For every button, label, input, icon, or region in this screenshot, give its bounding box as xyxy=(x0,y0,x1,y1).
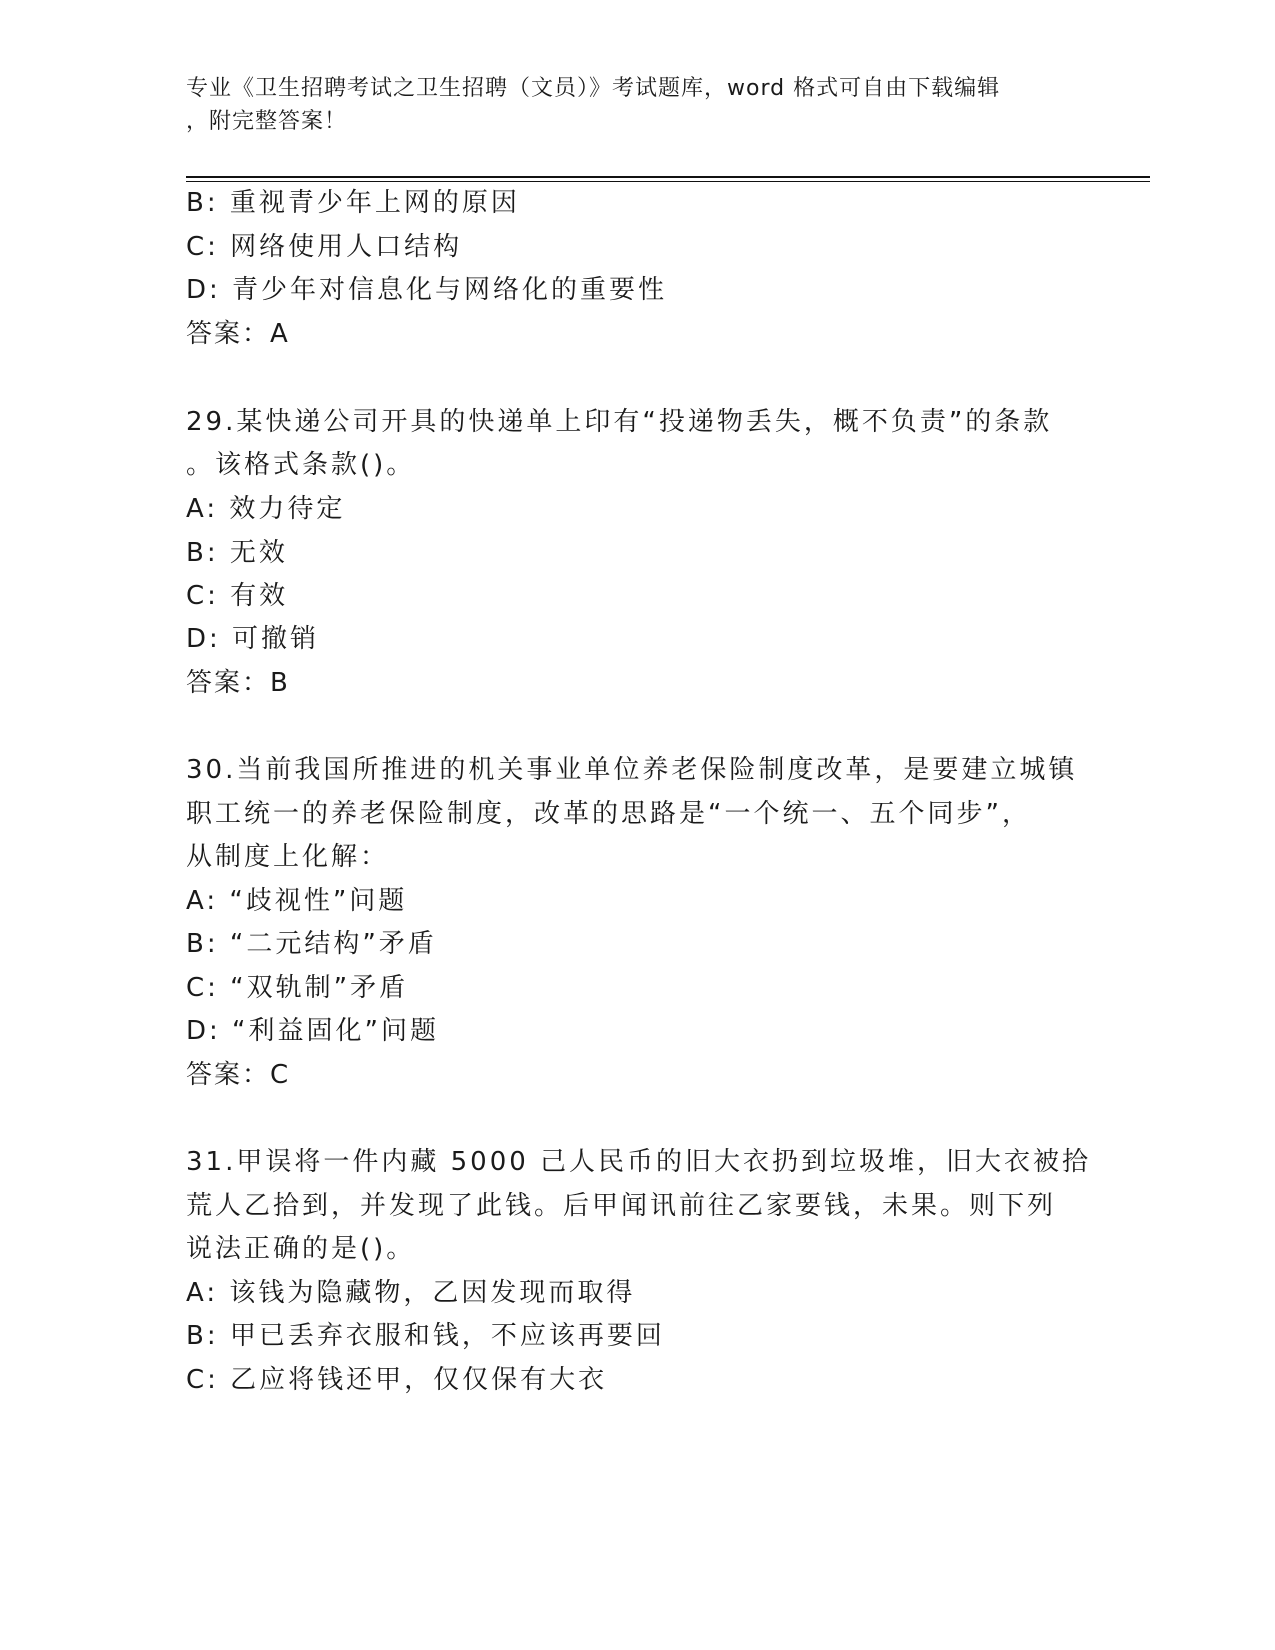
q29-answer: 答案：B xyxy=(186,668,290,698)
q30-stem-line-3: 从制度上化解： xyxy=(186,842,390,872)
q29-option-c: C: 有效 xyxy=(186,581,289,611)
header-line-1: 专业《卫生招聘考试之卫生招聘（文员）》考试题库，word 格式可自由下载编辑 xyxy=(186,76,1001,101)
q28-answer: 答案：A xyxy=(186,319,290,349)
q30-stem-line-2: 职工统一的养老保险制度，改革的思路是“一个统一、五个同步”， xyxy=(186,799,1031,829)
q31-stem-line-1: 31.甲误将一件内藏 5000 己人民币的旧大衣扔到垃圾堆，旧大衣被拾 xyxy=(186,1147,1092,1177)
document-header xyxy=(186,72,1066,138)
q31-option-a: A: 该钱为隐藏物，乙因发现而取得 xyxy=(186,1278,636,1308)
header-rule-thin xyxy=(186,181,1150,182)
q30-option-c: C: “双轨制”矛盾 xyxy=(186,973,409,1003)
q30-answer: 答案：C xyxy=(186,1060,291,1090)
q31-option-b: B: 甲已丢弃衣服和钱，不应该再要回 xyxy=(186,1321,665,1351)
q28-option-b: B: 重视青少年上网的原因 xyxy=(186,188,520,218)
q30-stem-line-1: 30.当前我国所推进的机关事业单位养老保险制度改革，是要建立城镇 xyxy=(186,755,1078,785)
q30-option-a: A: “歧视性”问题 xyxy=(186,886,408,916)
q30-option-d: D: “利益固化”问题 xyxy=(186,1016,439,1046)
q31-option-c: C: 乙应将钱还甲，仅仅保有大衣 xyxy=(186,1365,608,1395)
q31-stem-line-3: 说法正确的是()。 xyxy=(186,1234,416,1264)
header-line-2: ，附完整答案！ xyxy=(186,109,348,134)
q31-stem-line-2: 荒人乙拾到，并发现了此钱。后甲闻讯前往乙家要钱，未果。则下列 xyxy=(186,1191,1057,1221)
q29-option-a: A: 效力待定 xyxy=(186,494,346,524)
q29-stem-line-1: 29.某快递公司开具的快递单上印有“投递物丢失，概不负责”的条款 xyxy=(186,407,1053,437)
q30-option-b: B: “二元结构”矛盾 xyxy=(186,929,437,959)
q29-stem-line-2: 。该格式条款()。 xyxy=(186,450,416,480)
q29-option-b: B: 无效 xyxy=(186,538,288,568)
header-rule-thick xyxy=(186,176,1150,178)
q28-option-d: D: 青少年对信息化与网络化的重要性 xyxy=(186,275,668,305)
q29-option-d: D: 可撤销 xyxy=(186,624,320,654)
q28-option-c: C: 网络使用人口结构 xyxy=(186,232,463,262)
